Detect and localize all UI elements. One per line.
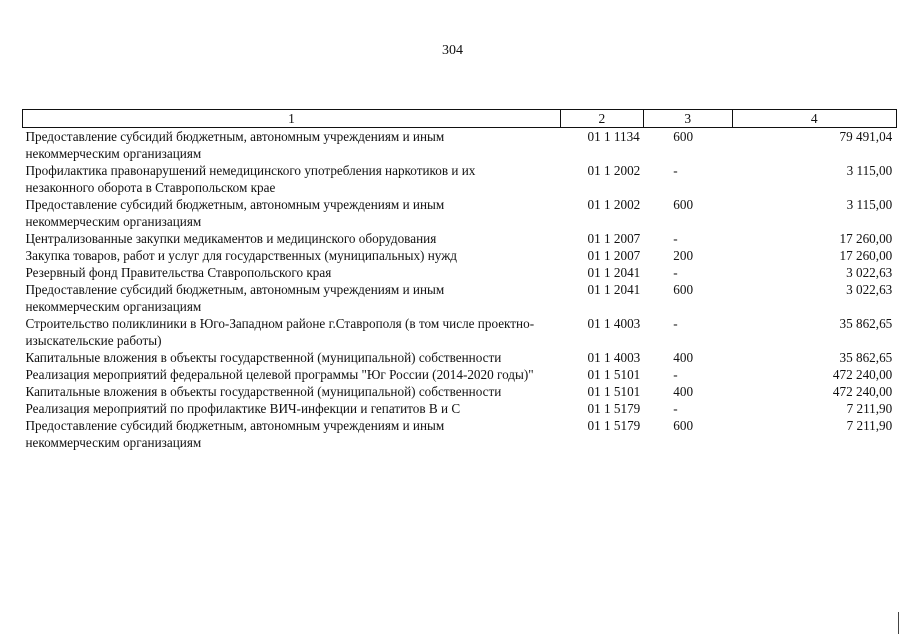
table-row bbox=[23, 247, 897, 264]
row-amount: 35 862,65 bbox=[839, 316, 893, 331]
row-amount: 3 022,63 bbox=[846, 282, 893, 297]
row-name: Реализация мероприятий федеральной целевой программы "Юг России (2014-2020 годы)" bbox=[25, 367, 534, 382]
column-header-2: 2 bbox=[561, 110, 644, 128]
row-code: 01 1 2041 bbox=[587, 282, 641, 297]
row-code: 01 1 2041 bbox=[587, 265, 641, 280]
table-row bbox=[23, 315, 897, 349]
row-code: 01 1 2007 bbox=[587, 248, 641, 263]
table-row bbox=[23, 162, 897, 196]
row-expense-type: - bbox=[673, 163, 678, 178]
row-expense-type: - bbox=[673, 231, 678, 246]
row-amount: 79 491,04 bbox=[839, 129, 893, 144]
row-amount: 3 115,00 bbox=[846, 197, 893, 212]
row-expense-type: - bbox=[673, 401, 678, 416]
table-row bbox=[23, 400, 897, 417]
row-amount: 472 240,00 bbox=[832, 367, 893, 382]
row-name: Резервный фонд Правительства Ставропольского края bbox=[25, 265, 332, 280]
row-amount: 7 211,90 bbox=[846, 401, 893, 416]
table-row bbox=[23, 264, 897, 281]
row-amount: 17 260,00 bbox=[839, 248, 893, 263]
page-number: 304 bbox=[442, 43, 463, 58]
table-row bbox=[23, 281, 897, 315]
row-name: Профилактика правонарушений немедицинского употребления наркотиков и их незаконного оборота в Ставропольском крае bbox=[25, 163, 476, 195]
row-name: Закупка товаров, работ и услуг для государственных (муниципальных) нужд bbox=[25, 248, 458, 263]
row-code: 01 1 4003 bbox=[587, 316, 641, 331]
row-amount: 3 115,00 bbox=[846, 163, 893, 178]
row-code: 01 1 4003 bbox=[587, 350, 641, 365]
row-name: Строительство поликлиники в Юго-Западном районе г.Ставрополя (в том числе проектно-изыскательские работы) bbox=[25, 316, 535, 348]
row-amount: 17 260,00 bbox=[839, 231, 893, 246]
row-name: Реализация мероприятий по профилактике ВИЧ-инфекции и гепатитов В и С bbox=[25, 401, 461, 416]
scan-margin-mark bbox=[898, 612, 899, 634]
row-name: Предоставление субсидий бюджетным, автономным учреждениям и иным некоммерческим организациям bbox=[25, 418, 445, 450]
row-expense-type: 400 bbox=[673, 350, 694, 365]
row-expense-type: - bbox=[673, 367, 678, 382]
table-row bbox=[23, 417, 897, 451]
table-row bbox=[23, 366, 897, 383]
row-amount: 7 211,90 bbox=[846, 418, 893, 433]
row-code: 01 1 5101 bbox=[587, 384, 641, 399]
row-expense-type: 200 bbox=[673, 248, 694, 263]
row-code: 01 1 5179 bbox=[587, 418, 641, 433]
row-name: Предоставление субсидий бюджетным, автономным учреждениям и иным некоммерческим организациям bbox=[25, 282, 445, 314]
table-row bbox=[23, 230, 897, 247]
table-row bbox=[23, 128, 897, 163]
row-name: Капитальные вложения в объекты государственной (муниципальной) собственности bbox=[25, 350, 502, 365]
table-row bbox=[23, 196, 897, 230]
row-code: 01 1 2002 bbox=[587, 197, 641, 212]
budget-table bbox=[22, 109, 897, 451]
table-row bbox=[23, 349, 897, 366]
row-code: 01 1 5179 bbox=[587, 401, 641, 416]
row-expense-type: 600 bbox=[673, 197, 694, 212]
table-row bbox=[23, 383, 897, 400]
row-code: 01 1 1134 bbox=[587, 129, 640, 144]
row-expense-type: 600 bbox=[673, 282, 694, 297]
row-expense-type: 600 bbox=[673, 129, 694, 144]
column-header-3: 3 bbox=[643, 110, 732, 128]
row-expense-type: - bbox=[673, 265, 678, 280]
row-name: Предоставление субсидий бюджетным, автономным учреждениям и иным некоммерческим организациям bbox=[25, 197, 445, 229]
table-header-row bbox=[23, 110, 897, 128]
row-code: 01 1 5101 bbox=[587, 367, 641, 382]
row-expense-type: 600 bbox=[673, 418, 694, 433]
row-expense-type: 400 bbox=[673, 384, 694, 399]
row-name: Предоставление субсидий бюджетным, автономным учреждениям и иным некоммерческим организациям bbox=[25, 129, 445, 161]
row-amount: 3 022,63 bbox=[846, 265, 893, 280]
row-amount: 35 862,65 bbox=[839, 350, 893, 365]
row-code: 01 1 2007 bbox=[587, 231, 641, 246]
row-expense-type: - bbox=[673, 316, 678, 331]
row-name: Капитальные вложения в объекты государственной (муниципальной) собственности bbox=[25, 384, 502, 399]
row-amount: 472 240,00 bbox=[832, 384, 893, 399]
column-header-1: 1 bbox=[23, 110, 561, 128]
row-name: Централизованные закупки медикаментов и медицинского оборудования bbox=[25, 231, 437, 246]
column-header-4: 4 bbox=[732, 110, 896, 128]
row-code: 01 1 2002 bbox=[587, 163, 641, 178]
